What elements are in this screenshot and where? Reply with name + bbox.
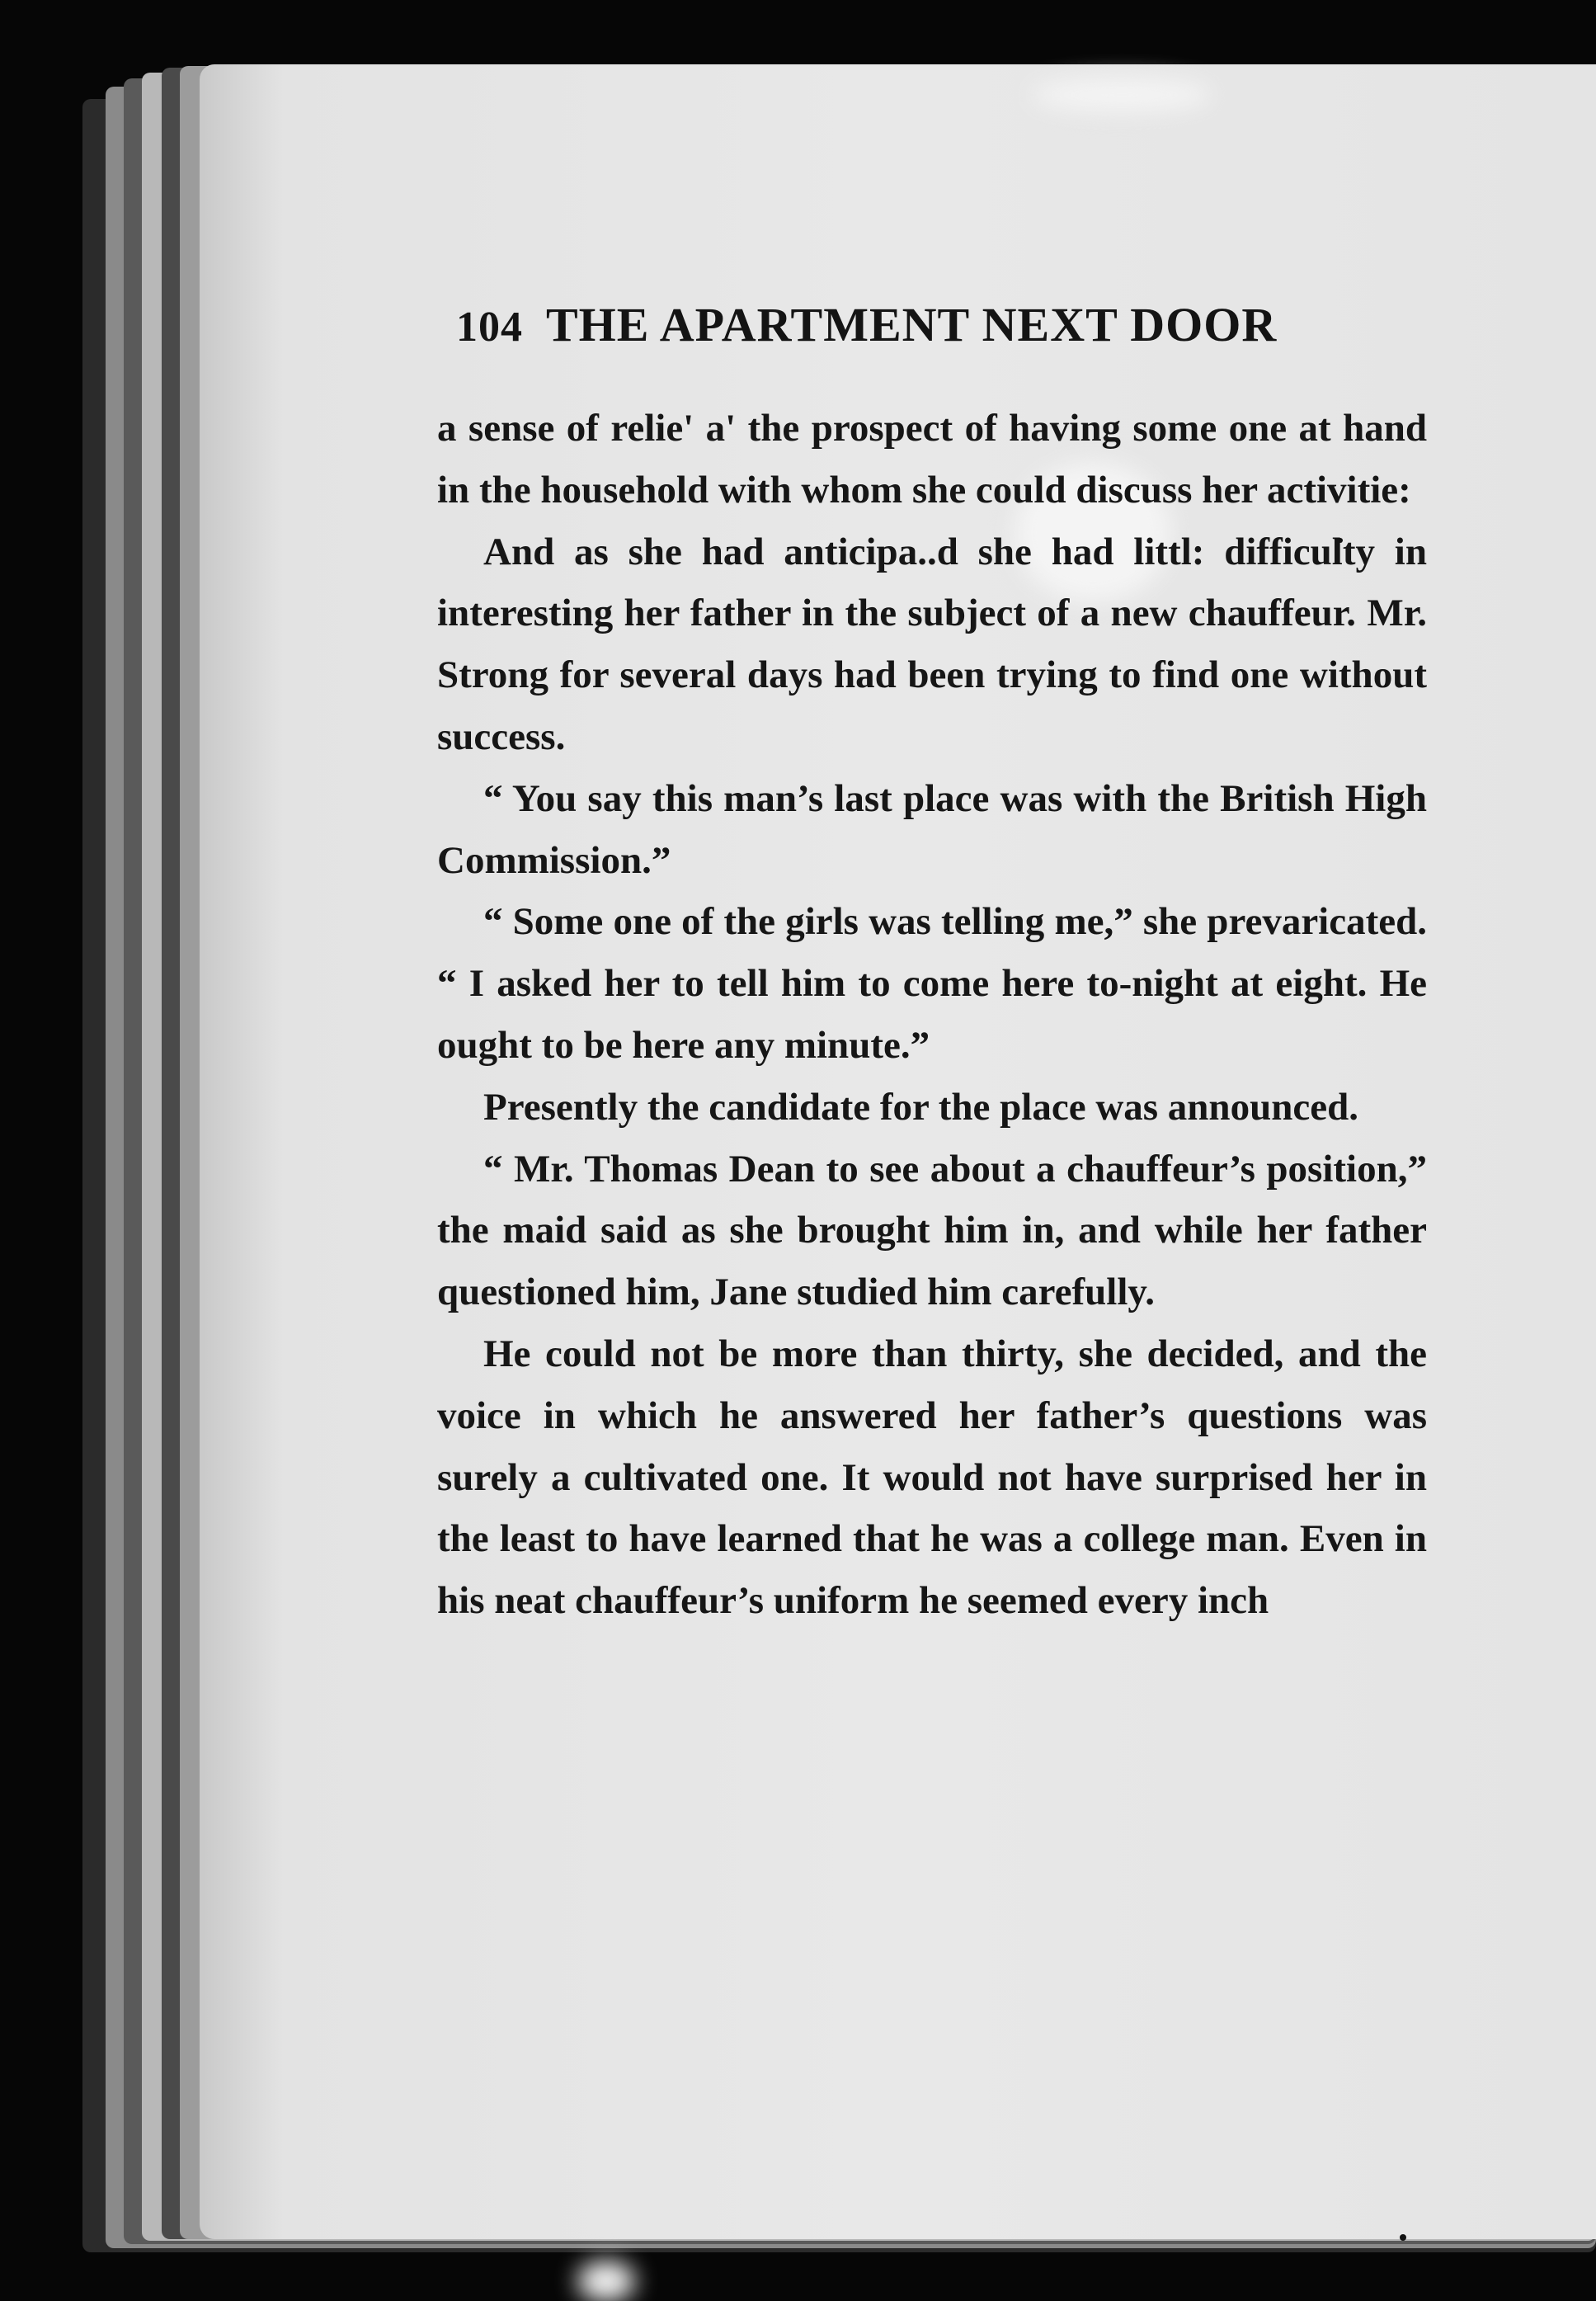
paragraph: “ You say this man’s last place was with the British High Commission.” [437, 776, 1427, 882]
paper-blemish [577, 2261, 635, 2301]
ink-speck [1400, 2234, 1406, 2241]
paragraph: a sense of relie' a' the prospect of having some one at hand in the household with whom she could discuss her activitie: [437, 407, 1427, 512]
paragraph: Presently the candidate for the place was announced. [483, 1085, 1358, 1129]
paper-blemish [1031, 78, 1212, 111]
body-text [437, 398, 1427, 1632]
running-head: THE APARTMENT NEXT DOOR [546, 298, 1278, 351]
paragraph: “ Mr. Thomas Dean to see about a chauffeur’s position,” the maid said as she brought him in, and while her father questioned him, Jane studied him carefully. [437, 1147, 1427, 1314]
paragraph: And as she had anticipa..d she had littl: difficulty in interesting her father in the subject of a new chauffeur. Mr. Strong for several days had been trying to find one without success. [437, 530, 1427, 758]
paragraph: He could not be more than thirty, she decided, and the voice in which he answered her father’s questions was surely a cultivated one. It would not have surprised her in the least to have learned that he was a college man. Even in his neat chauffeur’s uniform he seemed every inch [437, 1332, 1427, 1623]
paragraph: “ Some one of the girls was telling me,” she prevaricated. “ I asked her to tell him to come here to-night at eight. He ought to be here any minute.” [437, 900, 1427, 1067]
page-header [456, 297, 1396, 363]
page-number: 104 [456, 304, 523, 351]
